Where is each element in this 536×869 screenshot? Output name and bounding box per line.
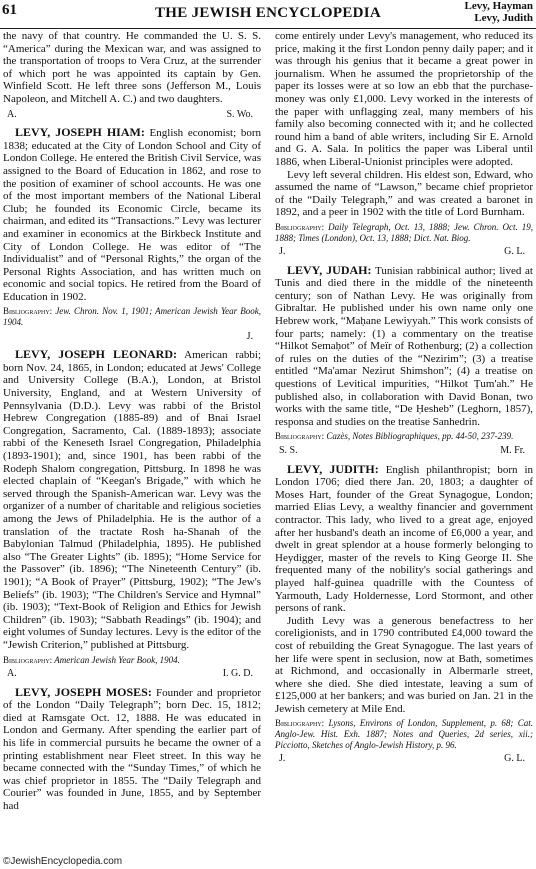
entry-text: American rabbi; born Nov. 24, 1865, in London; educated at Jews' College and University College (B.A.), London, at Bristol University, England, and at Western University of Pennsylvania (D.D.). Levy was rabbi of the Bristol Hebrew Congregation (1885-89) and of Bnai Israel Congregation, Sacramento, Cal. (1889-1893); associate rabbi of the Keneseth Israel Congregation, Philadelphia (1893-1901); and, since 1901, has been rabbi of the Rodeph Shalom congregation, Pittsburg. In 1898 he was elected chaplain of “Keegan's Brigade,” with which he served through the Spanish-American war. Levy was the organizer of a number of charitable and religious societies among the Jews of Philadelphia. He is the author of a translation of the tractate Rosh ha-Shanah of the Babylonian Talmud (Philadelphia, 1895). He published also “The Greater Lights” (ib. 1895); “Home Service for the Passover” (ib. 1896); “The Nineteenth Century” (ib. 1901); “A Book of Prayer” (Pittsburg, 1902); “The Jew's Beliefs” (ib. 1903); “The Children's Service and Hymnal” (ib. 1903); “Text-Book of Religion and Ethics for Jewish Children” (ib. 1903); “Sabbath Readings” (ib. 1904); and eight volumes of Sunday lectures. Levy is the editor of the “Jewish Criterion,” published at Pittsburg.: [3, 349, 261, 651]
signature-left: J.: [279, 246, 286, 258]
entry-text: Judith Levy was a generous benefactress to her coreligionists, and in 1790 contributed £4,000 toward the cost of rebuilding the Great Synagogue. The last years of her life were spent in seclusion, now at Bath, sometimes at Richmond, and occasionally in Albermarle street, where she died. She died intestate, leaving a sum of £125,000 at her bankers; and was buried on Jan. 21 in the Jewish cemetery at Mile End.: [275, 614, 533, 715]
site-credit[interactable]: ©JewishEncyclopedia.com: [3, 856, 123, 867]
entry-text: Levy left several children. His eldest son, Edward, who assumed the name of “Lawson,” became chief proprietor of the “Daily Telegraph,” and was created a baronet in 1892, and a peer in 1902 with the title of Lord Burnham.: [275, 168, 533, 219]
page-number: 61: [2, 2, 17, 18]
entry-heading: LEVY, JOSEPH HIAM:: [15, 125, 145, 140]
bibliography-text: American Jewish Year Book, 1904.: [52, 654, 180, 665]
guide-words: [465, 0, 533, 24]
bibliography-text: Jew. Chron. Nov. 1, 1901; American Jewish Year Book, 1904.: [3, 306, 261, 328]
bibliography: [3, 655, 261, 666]
bibliography-label: Bibliography:: [3, 306, 53, 317]
signature-right: G. L.: [504, 753, 525, 765]
signature-right: G. L.: [504, 246, 525, 258]
signature-right: J.: [246, 330, 253, 342]
bibliography-label: Bibliography:: [275, 221, 325, 232]
bibliography: [3, 306, 261, 327]
signature-left: A.: [7, 668, 17, 680]
signature-left: J.: [279, 753, 286, 765]
bibliography-label: Bibliography:: [3, 654, 53, 665]
guide-word-top: Levy, Hayman: [464, 0, 533, 12]
entry-joseph-leonard: [3, 348, 261, 680]
signature-left: S. S.: [279, 445, 298, 456]
entry-heading: LEVY, JOSEPH MOSES:: [15, 684, 152, 699]
entry-heading: LEVY, JOSEPH LEONARD:: [15, 347, 177, 362]
signature-left: A.: [7, 108, 17, 120]
continued-paragraph: come entirely under Levy's management, who reduced its price, making it the first London penny daily paper; and it was through his genius that it became a great power in journalism. When he assumed the proprietorship of the paper its losses were at so low an ebb that the purchase-money was only £1,000. Levy worked in the interests of the paper with unflagging zeal, many members of his family also becoming connected with it; and he collected round him a band of able writers, including Sir E. Arnold and G. A. Sala. In politics the paper was Liberal until 1886, when Liberal-Unionist principles were adopted.: [275, 30, 533, 168]
page-header: [0, 0, 536, 29]
entry-judith: [275, 463, 533, 766]
entry-joseph-hiam: [3, 126, 261, 343]
entry-heading: LEVY, JUDAH:: [287, 262, 372, 277]
bibliography-text: Daily Telegraph, Oct. 13, 1888; Jew. Chron. Oct. 19, 1888; Times (London), Oct. 13, 1888; Dict. Nat. Biog.: [275, 221, 533, 243]
signature-line: [275, 753, 533, 766]
signature-line: [3, 331, 261, 344]
guide-word-bottom: Levy, Judith: [474, 12, 533, 24]
bibliography-text: Cazès, Notes Bibliographiques, pp. 44-50, 237-239.: [324, 431, 514, 442]
bibliography-label: Bibliography:: [275, 431, 325, 442]
entry-judah: [275, 264, 533, 458]
entry-text: Tunisian rabbinical author; lived at Tunis and died there in the middle of the nineteenth century; son of Nathan Levy. He was originally from Gibraltar. He published under his own name only one Hebrew work, “Maḥane Lewiyyah.” This work consists of four parts; namely: (1) a commentary on the treatise “Hilkot Semaḥot” of Meïr of Rothenburg; (2) a collection of rules on the duties of the “Nezirim”; (3) a treatise entitled “Ma'amar Nezirut Shimshon”; (4) a treatise on questions of Levitical impurities, “Hilkot Ṭum'ah.” He published also, in collaboration with David Bonan, two works with the same title, “De Ḥesheb” (Leghorn, 1857), responsa and studies on the treatise Sanhedrin.: [275, 264, 533, 428]
bibliography: [275, 222, 533, 243]
entry-text: English economist; born 1838; educated at the City of London School and City of London College. He entered the British Civil Service, was assigned to the Board of Education in 1862, and rose to the position of examiner of school accounts. He was one of the most important members of the National Liberal Club; he founded its Economic Circle, became its chairman, and edited its “Transactions.” Levy was lecturer and examiner in economics at the Birkbeck Institute and City of London College. He was editor of “The Individualist” and of “Personal Rights,” the organ of the Personal Rights Association, and has written much on economic and social topics. He retired from the Board of Education in 1902.: [3, 127, 262, 303]
signature-right: M. Fr.: [500, 445, 525, 456]
entry-text: English philanthropist; born in London 1706; died there Jan. 20, 1803; a daughter of Moses Hart, founder of the Great Synagogue, London; married Elias Levy, a wealthy financier and government contractor. This lady, who lived to a great age, enjoyed after her husband's death an income of £6,000 a year, and dwelt in great splendor at a house formerly belonging to Heydigger, master of the revels to King George II. She frequented many of the nobility's social gatherings and played half-guinea quadrille with the Countess of Yarmouth, Lady Holdernesse, Lord Stormont, and other persons of rank.: [275, 463, 533, 615]
continued-paragraph: the navy of that country. He commanded the U. S. S. “America” during the Mexican war, and was assigned to the transportation of troops to Vera Cruz, at the surrender of which port he was appointed its captain by Gen. Winfield Scott. He left three sons (Jefferson M., Louis Napoleon, and Mitchell A. C.) and two daughters.: [3, 30, 261, 105]
bibliography-label: Bibliography:: [275, 718, 325, 729]
running-title: THE JEWISH ENCYCLOPEDIA: [154, 5, 382, 21]
entry-joseph-moses: [3, 686, 261, 813]
signature-line: [275, 445, 533, 458]
entry-heading: LEVY, JUDITH:: [287, 461, 379, 476]
signature-line: [3, 668, 261, 681]
signature-right: I. G. D.: [222, 668, 253, 680]
entry-text: Founder and proprietor of the London “Daily Telegraph”; born Dec. 15, 1812; died at Ramsgate Oct. 12, 1888. He was educated in London and Germany. After spending the earlier part of his life in commercial pursuits he became the owner of a printing establishment near Fleet street. In this way he became connected with the “Sunday Times,” of which he was chief proprietor in 1855. The “Daily Telegraph and Courier” was founded in June, 1855, and by September had: [3, 686, 262, 813]
bibliography-text: Lysons, Environs of London, Supplement, p. 68; Cat. Anglo-Jew. Hist. Exh. 1887; Notes and Queries, 2d series, xii.; Picciotto, Sketches of Anglo-Jewish History, p. 96.: [275, 718, 533, 750]
signature-right: S. Wo.: [226, 108, 253, 120]
signature-line: [3, 109, 261, 122]
signature-line: [275, 246, 533, 259]
bibliography: [275, 431, 533, 442]
right-column: [275, 30, 533, 768]
left-column: [3, 30, 261, 813]
bibliography: [275, 718, 533, 750]
